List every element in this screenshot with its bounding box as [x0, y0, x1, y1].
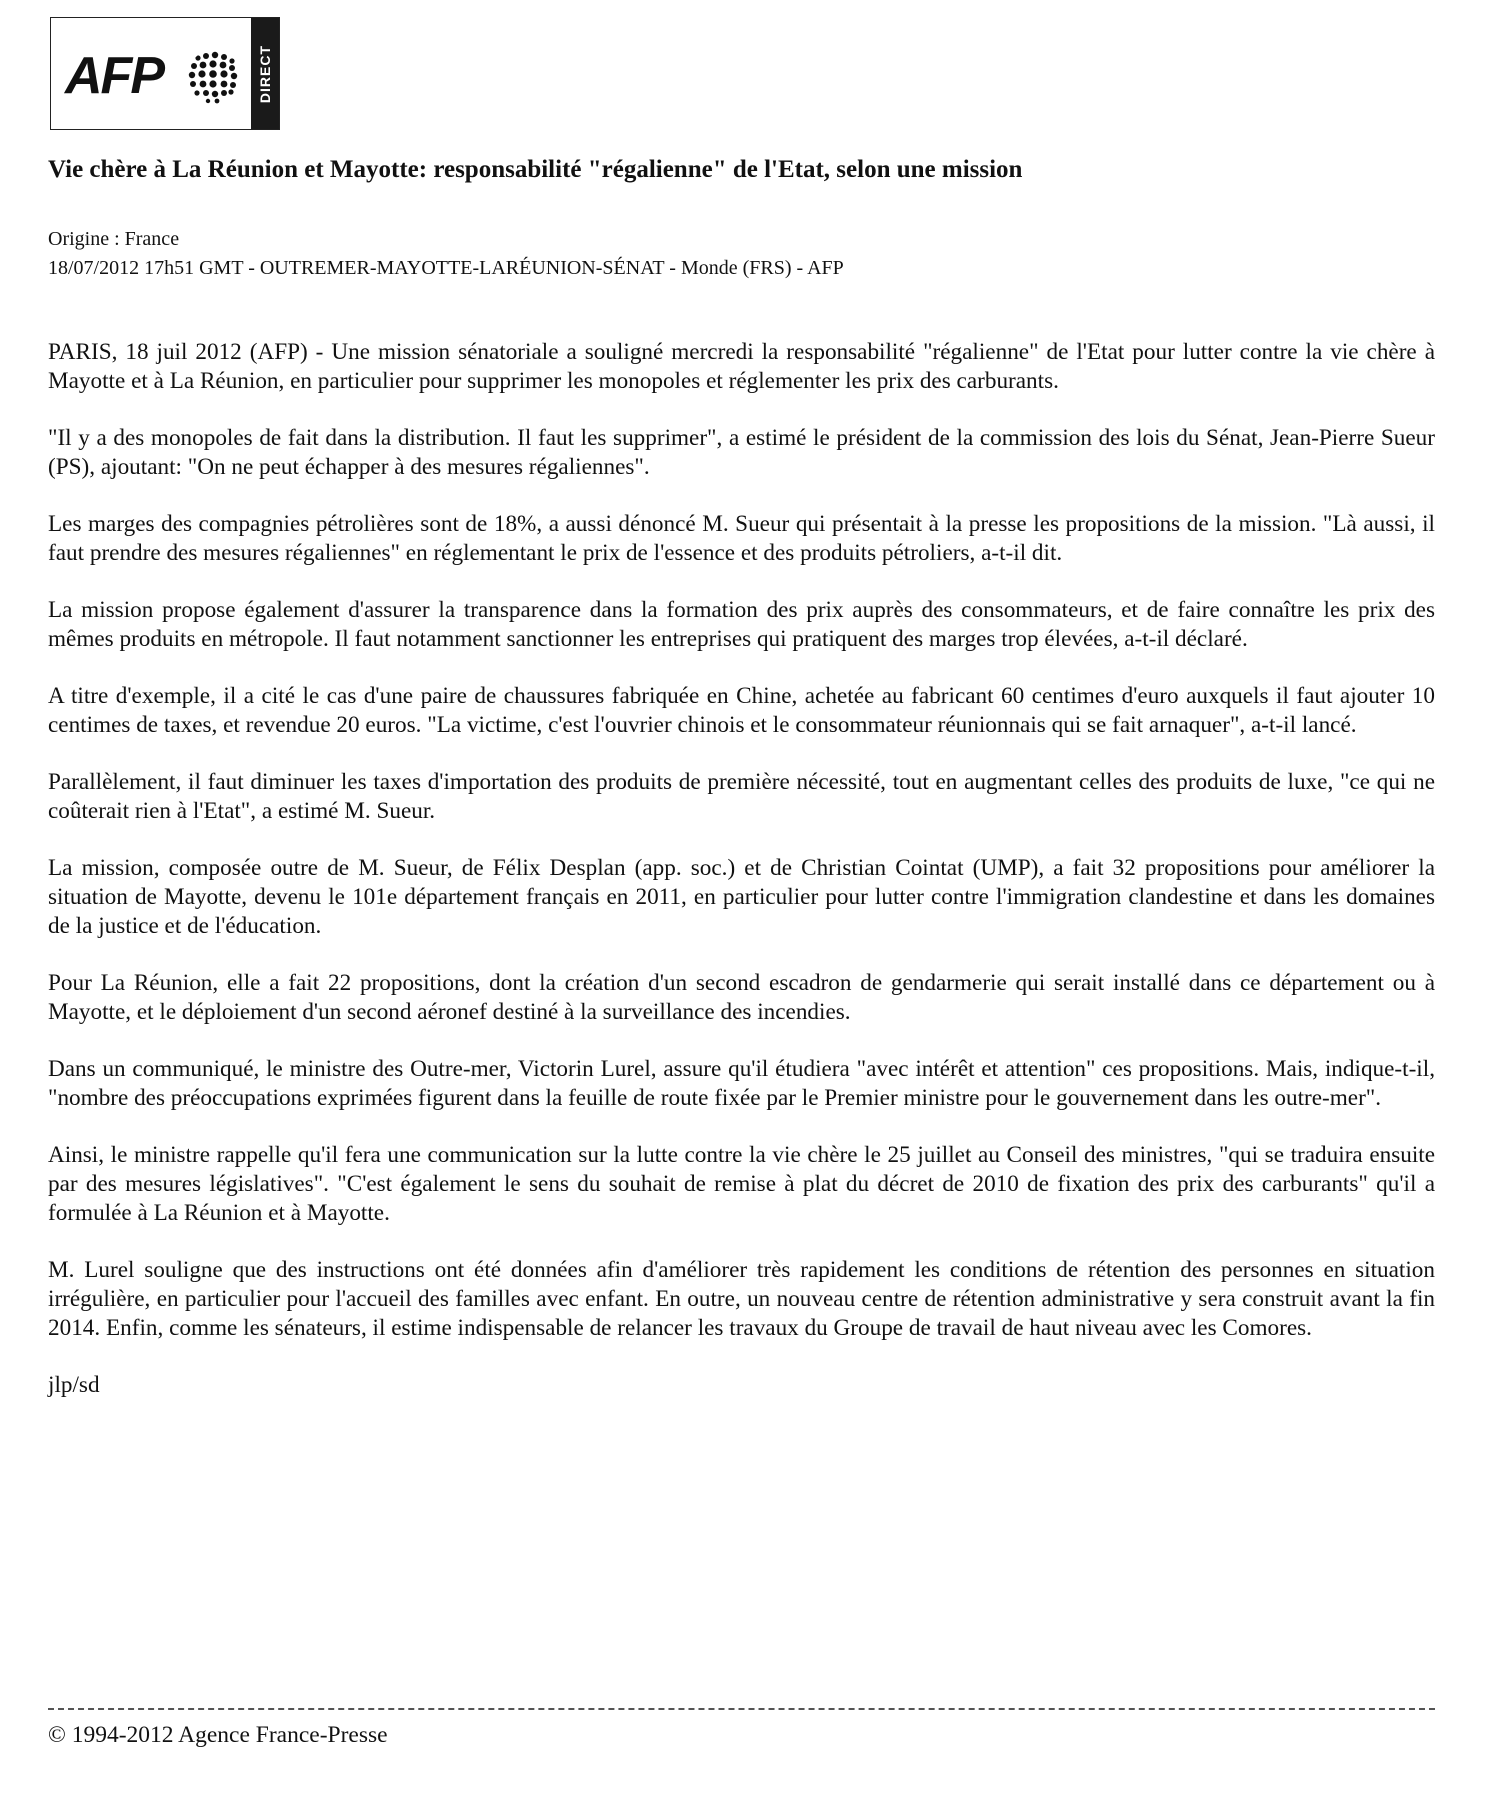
article-paragraph: PARIS, 18 juil 2012 (AFP) - Une mission sénatoriale a souligné mercredi la responsabilité "régalienne" de l'Etat pour lutter contre la vie chère à Mayotte et à La Réunion, en particulier pour supprimer les monopoles et réglementer les prix des carburants.: [48, 339, 1435, 394]
article-paragraph: Dans un communiqué, le ministre des Outre-mer, Victorin Lurel, assure qu'il étudiera "avec intérêt et attention" ces propositions. Mais, indique-t-il, "nombre des préoccupations exprimées figurent dans la feuille de route fixée par le Premier ministre pour le gouvernement dans les outre-mer".: [48, 1056, 1435, 1111]
afp-logo: [50, 17, 280, 130]
article-paragraph: "Il y a des monopoles de fait dans la distribution. Il faut les supprimer", a estimé le président de la commission des lois du Sénat, Jean-Pierre Sueur (PS), ajoutant: "On ne peut échapper à des mesures régaliennes".: [48, 425, 1435, 480]
article-body: [48, 338, 1435, 1428]
logo-direct-strip: [251, 18, 279, 129]
article-paragraph: Les marges des compagnies pétrolières sont de 18%, a aussi dénoncé M. Sueur qui présentait à la presse les propositions de la mission. "Là aussi, il faut prendre des mesures régaliennes" en réglementant le prix de l'essence et des produits pétroliers, a-t-il dit.: [48, 511, 1435, 566]
logo-direct-label: DIRECT: [257, 44, 273, 103]
article-paragraph: La mission propose également d'assurer la transparence dans la formation des prix auprès des consommateurs, et de faire connaître les prix des mêmes produits en métropole. Il faut notamment sanctionner les entreprises qui pratiquent des marges trop élevées, a-t-il déclaré.: [48, 597, 1435, 652]
article-paragraph: Ainsi, le ministre rappelle qu'il fera une communication sur la lutte contre la vie chère le 25 juillet au Conseil des ministres, "qui se traduira ensuite par des mesures législatives". "C'est également le sens du souhait de remise à plat du décret de 2010 de fixation des prix des carburants" qu'il a formulée à La Réunion et à Mayotte.: [48, 1142, 1435, 1226]
article-meta: [48, 225, 1448, 283]
article-dateline-meta: 18/07/2012 17h51 GMT - OUTREMER-MAYOTTE-LARÉUNION-SÉNAT - Monde (FRS) - AFP: [48, 257, 844, 279]
copyright-notice: © 1994-2012 Agence France-Presse: [48, 1722, 388, 1748]
article-paragraph: Pour La Réunion, elle a fait 22 propositions, dont la création d'un second escadron de gendarmerie qui serait installé dans ce département ou à Mayotte, et le déploiement d'un second aéronef destiné à la surveillance des incendies.: [48, 970, 1435, 1025]
article-paragraph: La mission, composée outre de M. Sueur, de Félix Desplan (app. soc.) et de Christian Cointat (UMP), a fait 32 propositions pour améliorer la situation de Mayotte, devenu le 101e département français en 2011, en particulier pour lutter contre l'immigration clandestine et dans les domaines de la justice et de l'éducation.: [48, 855, 1435, 939]
article-title: Vie chère à La Réunion et Mayotte: responsabilité "régalienne" de l'Etat, selon une mission: [48, 156, 1023, 183]
globe-icon: [184, 48, 244, 106]
article-origin: Origine : France: [48, 228, 180, 250]
footer-divider: [48, 1708, 1435, 1710]
article-paragraph: M. Lurel souligne que des instructions ont été données afin d'améliorer très rapidement les conditions de rétention des personnes en situation irrégulière, en particulier pour l'accueil des familles avec enfant. En outre, un nouveau centre de rétention administrative y sera construit avant la fin 2014. Enfin, comme les sénateurs, il estime indispensable de relancer les travaux du Groupe de travail de haut niveau avec les Comores.: [48, 1257, 1435, 1341]
logo-wordmark: AFP: [65, 47, 163, 105]
article-paragraph: A titre d'exemple, il a cité le cas d'une paire de chaussures fabriquée en Chine, achetée au fabricant 60 centimes d'euro auxquels il faut ajouter 10 centimes de taxes, et revendue 20 euros. "La victime, c'est l'ouvrier chinois et le consommateur réunionnais qui se fait arnaquer", a-t-il lancé.: [48, 683, 1435, 738]
article-signature: jlp/sd: [48, 1372, 100, 1398]
article-paragraph: Parallèlement, il faut diminuer les taxes d'importation des produits de première nécessité, tout en augmentant celles des produits de luxe, "ce qui ne coûterait rien à l'Etat", a estimé M. Sueur.: [48, 769, 1435, 824]
